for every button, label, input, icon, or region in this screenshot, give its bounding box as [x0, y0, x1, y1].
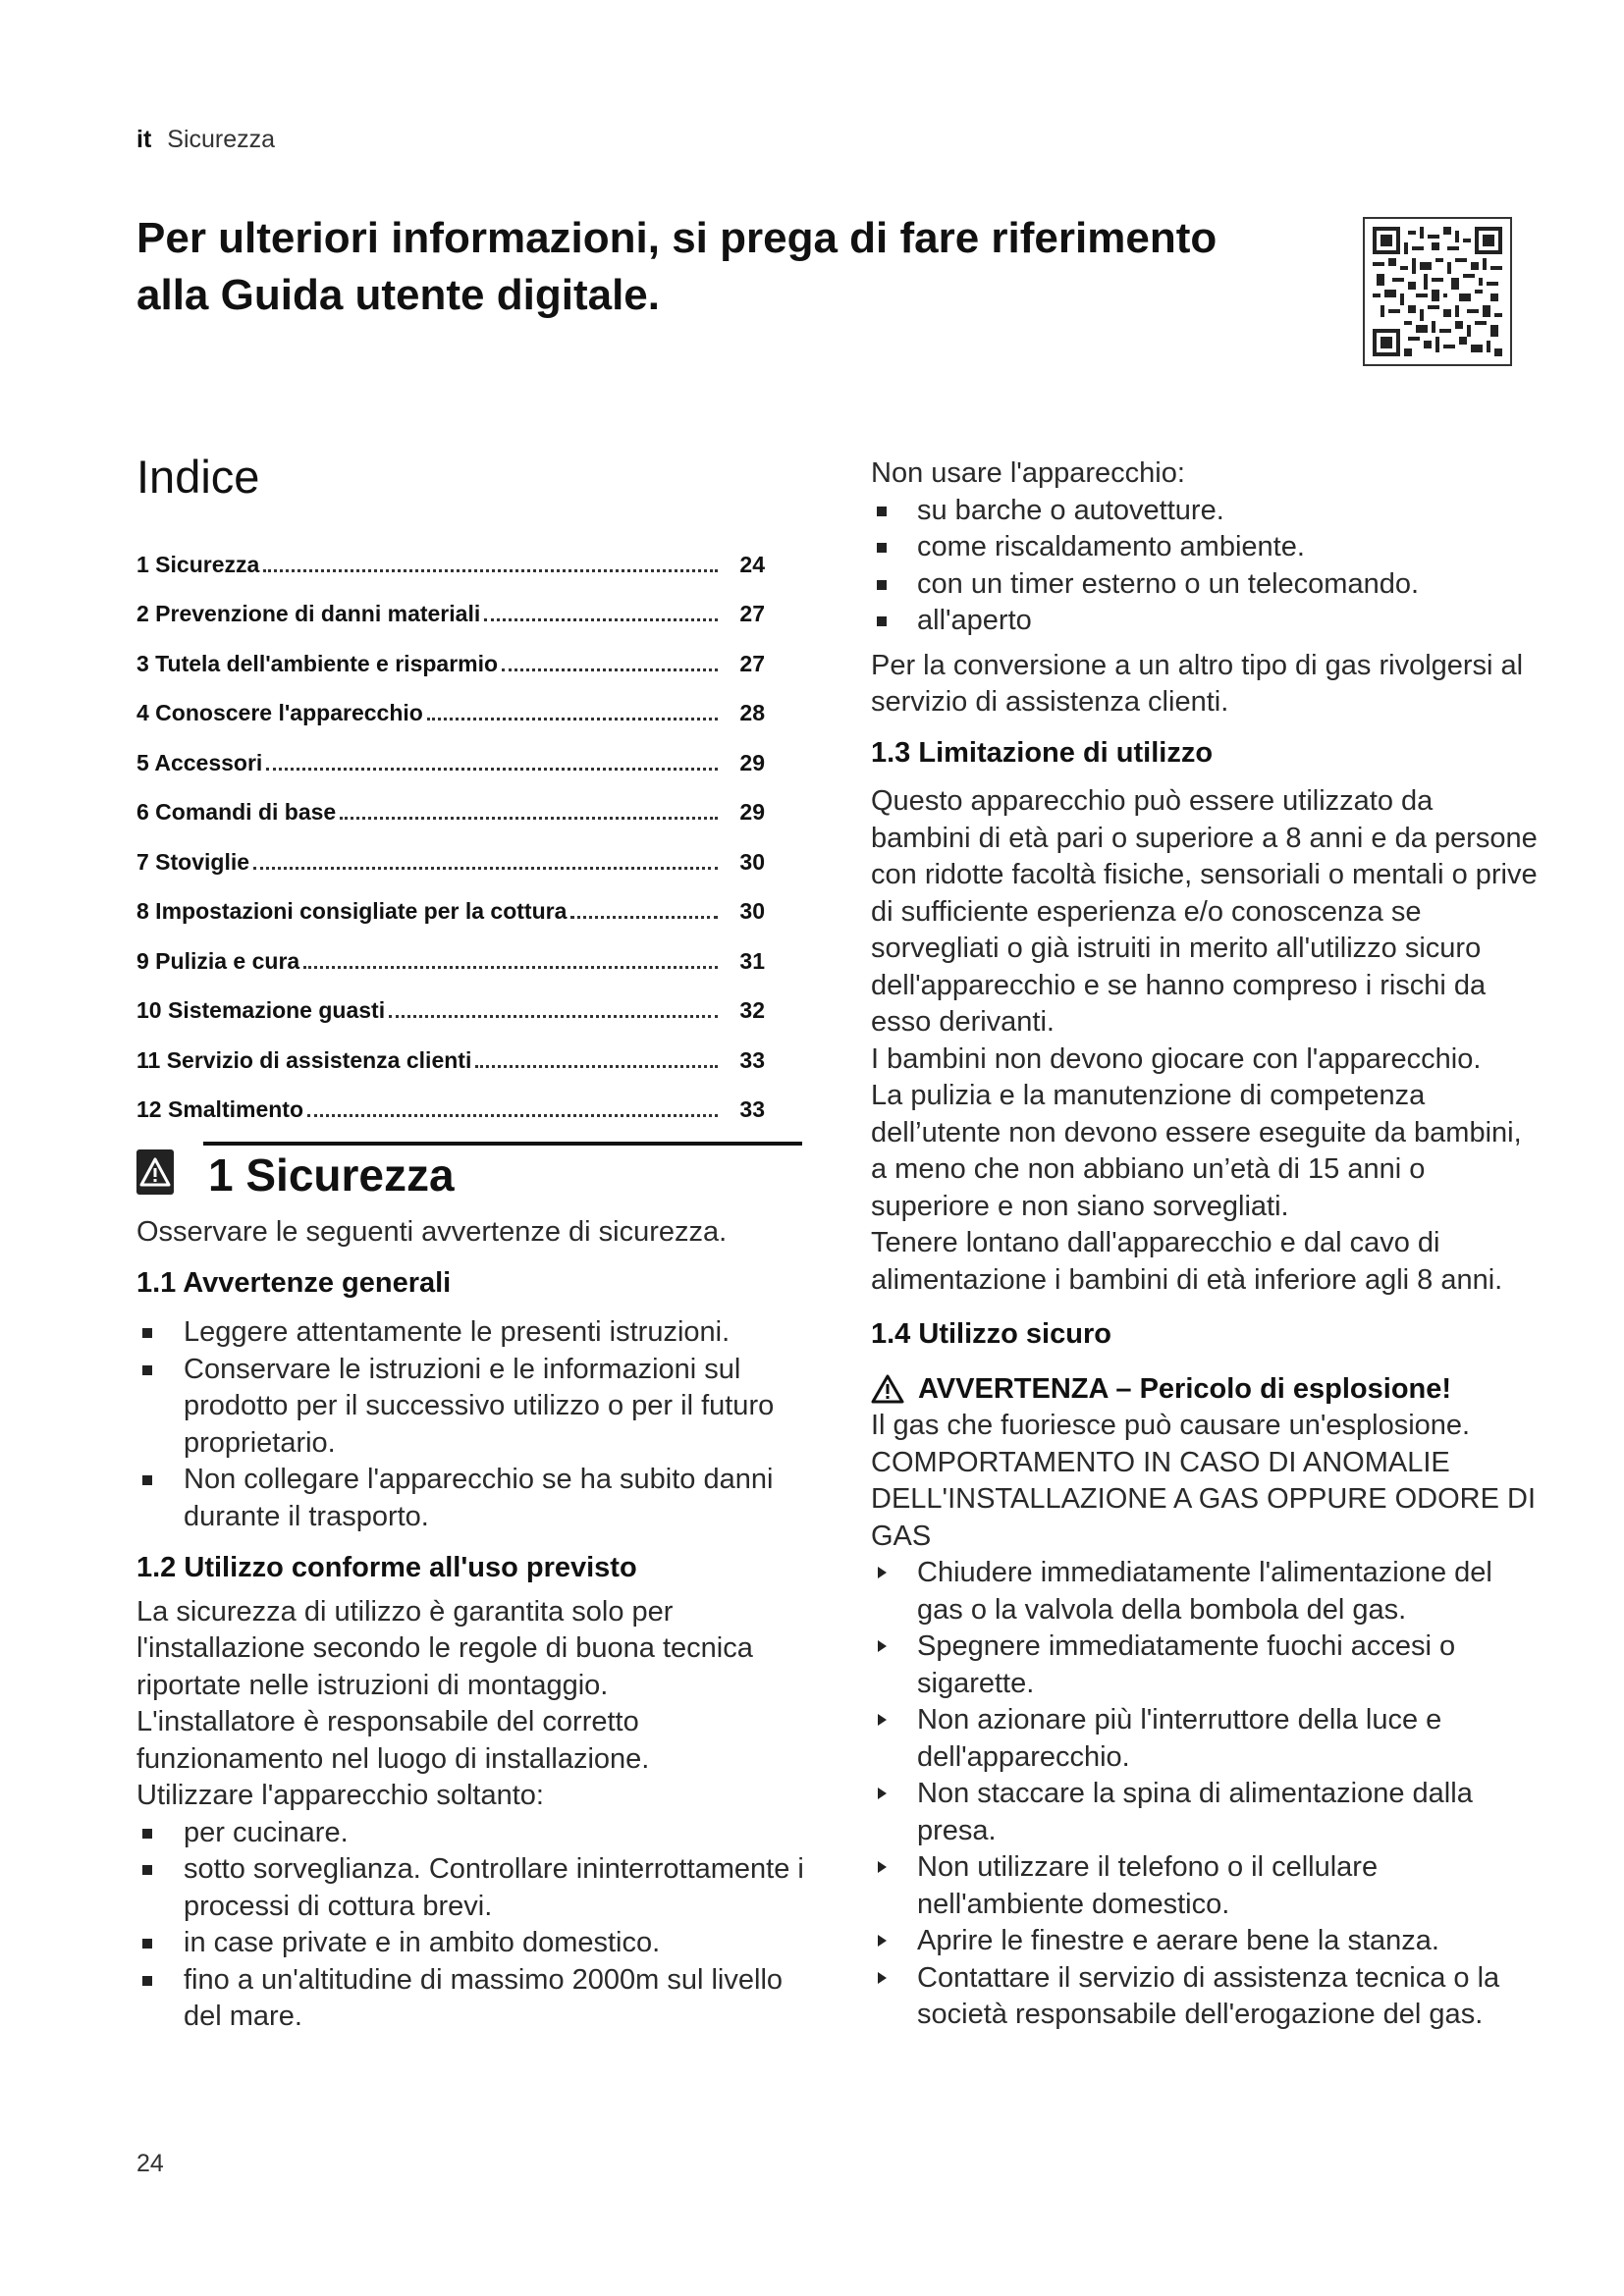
toc-item-label: 7 Stoviglie [136, 848, 250, 875]
table-of-contents [136, 528, 765, 1123]
toc-item-page: 28 [739, 700, 765, 725]
toc-item-page: 27 [739, 650, 765, 676]
chapter-title: 1 Sicurezza [208, 1149, 455, 1201]
page-number: 24 [136, 2150, 164, 2177]
toc-item[interactable] [136, 578, 765, 628]
toc-leader [253, 867, 718, 870]
section-heading-1-4: 1.4 Utilizzo sicuro [871, 1318, 1111, 1350]
toc-item-page: 30 [739, 848, 765, 875]
toc-item[interactable] [136, 776, 765, 827]
paragraph: Questo apparecchio può essere utilizzato da bambini di età pari o superiore a 8 anni e da persone con ridotte facoltà fisiche, sensoriali o mentali o prive di sufficiente esperienza e/o conoscenza se sorvegliati o già istruiti in merito all'utilizzo sicuro dell'apparecchio e se hanno compreso i rischi da esso derivanti. [871, 785, 1538, 1038]
list-item: come riscaldamento ambiente. [871, 529, 1539, 566]
list-item: Conservare le istruzioni e le informazioni sul prodotto per il successivo utilizzo o per il futuro proprietario. [136, 1352, 804, 1463]
list-item: sotto sorveglianza. Controllare ininterrottamente i processi di cottura brevi. [136, 1851, 804, 1925]
section-heading-1-1: 1.1 Avvertenze generali [136, 1266, 452, 1299]
paragraph: Non usare l'apparecchio: [871, 457, 1185, 489]
toc-leader [484, 618, 718, 621]
toc-leader [570, 916, 718, 919]
toc-item-page: 33 [739, 1096, 765, 1122]
running-header [136, 126, 275, 154]
paragraph: La sicurezza di utilizzo è garantita solo per l'installazione secondo le regole di buona tecnica riportate nelle istruzioni di montaggio. [136, 1595, 753, 1701]
lead-heading [136, 210, 1295, 324]
toc-item[interactable] [136, 726, 765, 776]
toc-item[interactable] [136, 975, 765, 1025]
toc-item[interactable] [136, 925, 765, 975]
toc-item[interactable] [136, 1024, 765, 1074]
toc-item-label: 8 Impostazioni consigliate per la cottura [136, 898, 568, 924]
warning-title: AVVERTENZA – Pericolo di esplosione! [918, 1372, 1452, 1405]
section-heading-1-2: 1.2 Utilizzo conforme all'uso previsto [136, 1552, 637, 1583]
toc-item-page: 29 [739, 799, 765, 825]
right-column [871, 455, 1539, 2034]
toc-item[interactable] [136, 1074, 765, 1124]
list-item: con un timer esterno o un telecomando. [871, 566, 1539, 604]
toc-item-page: 24 [739, 551, 765, 577]
general-warnings-list [136, 1314, 804, 1535]
section-heading-1-3: 1.3 Limitazione di utilizzo [871, 736, 1214, 769]
warning-text: Il gas che fuoriesce può causare un'esplosione. COMPORTAMENTO IN CASO DI ANOMALIE DELL'INSTALLAZIONE A GAS OPPURE ODORE DI GAS [871, 1410, 1537, 1552]
toc-leader [427, 718, 718, 721]
list-item: all'aperto [871, 603, 1539, 640]
toc-item[interactable] [136, 627, 765, 677]
step-item: Spegnere immediatamente fuochi accesi o sigarette. [871, 1629, 1539, 1702]
toc-item-label: 12 Smaltimento [136, 1096, 303, 1122]
toc-item-page: 31 [739, 947, 765, 974]
toc-item-label: 4 Conoscere l'apparecchio [136, 700, 423, 725]
toc-item[interactable] [136, 528, 765, 578]
toc-item[interactable] [136, 826, 765, 876]
toc-item[interactable] [136, 677, 765, 727]
chapter-rule [203, 1142, 802, 1146]
toc-item-page: 30 [739, 898, 765, 924]
warning-icon [871, 1374, 904, 1404]
toc-leader [266, 768, 718, 771]
running-header-section: Sicurezza [167, 126, 276, 153]
paragraph: Per la conversione a un altro tipo di gas rivolgersi al servizio di assistenza clienti. [871, 649, 1524, 718]
step-item: Aprire le finestre e aerare bene la stanza. [871, 1923, 1539, 1960]
language-code: it [136, 126, 152, 153]
toc-item-label: 9 Pulizia e cura [136, 947, 300, 974]
qr-code-icon [1363, 217, 1512, 366]
toc-leader [303, 966, 718, 969]
intended-use-list [136, 1815, 804, 2036]
not-use-list [871, 493, 1539, 640]
toc-item-page: 32 [739, 997, 765, 1023]
step-item: Chiudere immediatamente l'alimentazione del gas o la valvola della bombola del gas. [871, 1555, 1539, 1629]
toc-item-label: 5 Accessori [136, 749, 263, 775]
gas-leak-steps [871, 1555, 1539, 2034]
list-item: in case private e in ambito domestico. [136, 1925, 804, 1962]
paragraph: Tenere lontano dall'apparecchio e dal cavo di alimentazione i bambini di età inferiore agli 8 anni. [871, 1227, 1503, 1296]
qr-code-graphic [1373, 227, 1502, 356]
list-item: Leggere attentamente le presenti istruzioni. [136, 1314, 804, 1352]
step-item: Non azionare più l'interruttore della luce e dell'apparecchio. [871, 1702, 1539, 1776]
list-item: Non collegare l'apparecchio se ha subito danni durante il trasporto. [136, 1462, 804, 1535]
toc-item-label: 1 Sicurezza [136, 551, 260, 577]
list-item: fino a un'altitudine di massimo 2000m sul livello del mare. [136, 1962, 804, 2036]
toc-item-label: 10 Sistemazione guasti [136, 997, 386, 1023]
toc-leader [389, 1015, 718, 1018]
chapter-intro: Osservare le seguenti avvertenze di sicurezza. [136, 1216, 728, 1248]
lead-line-1: Per ulteriori informazioni, si prega di fare riferimento [136, 214, 1218, 262]
toc-title: Indice [136, 451, 260, 503]
step-item: Contattare il servizio di assistenza tecnica o la società responsabile dell'erogazione del gas. [871, 1960, 1539, 2034]
warning-heading [871, 1371, 1539, 1409]
paragraph: La pulizia e la manutenzione di competenza dell’utente non devono essere eseguite da bambini, a meno che non abbiano un’età di 15 anni o superiore e non siano sorvegliati. [871, 1080, 1522, 1222]
paragraph: L'installatore è responsabile del corretto funzionamento nel luogo di installazione. [136, 1706, 650, 1775]
toc-leader [307, 1114, 718, 1117]
step-item: Non staccare la spina di alimentazione dalla presa. [871, 1776, 1539, 1849]
toc-item-label: 6 Comandi di base [136, 799, 337, 825]
toc-leader [502, 668, 718, 671]
toc-item-label: 2 Prevenzione di danni materiali [136, 601, 481, 626]
step-item: Non utilizzare il telefono o il cellulare nell'ambiente domestico. [871, 1849, 1539, 1923]
toc-leader [475, 1065, 718, 1068]
toc-leader [340, 817, 718, 820]
paragraph: Utilizzare l'apparecchio soltanto: [136, 1780, 544, 1811]
toc-item-page: 33 [739, 1046, 765, 1073]
toc-leader [263, 569, 718, 572]
paragraph: I bambini non devono giocare con l'apparecchio. [871, 1042, 1482, 1075]
list-item: su barche o autovetture. [871, 493, 1539, 530]
toc-item[interactable] [136, 876, 765, 926]
toc-item-page: 27 [739, 601, 765, 626]
lead-line-2: alla Guida utente digitale. [136, 271, 660, 319]
list-item: per cucinare. [136, 1815, 804, 1852]
warning-triangle-icon [136, 1149, 174, 1195]
toc-item-label: 3 Tutela dell'ambiente e risparmio [136, 650, 499, 676]
toc-item-label: 11 Servizio di assistenza clienti [136, 1046, 472, 1073]
left-column [136, 1214, 804, 2036]
toc-item-page: 29 [739, 749, 765, 775]
